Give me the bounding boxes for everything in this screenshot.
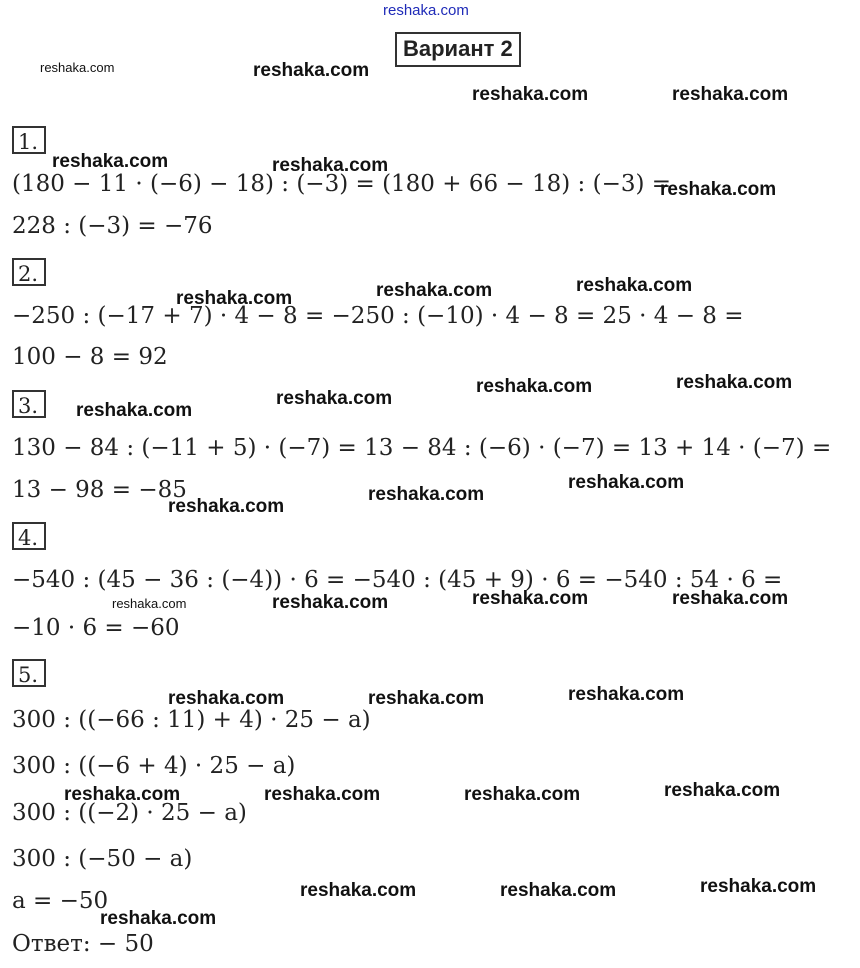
watermark: reshaka.com xyxy=(368,688,485,709)
task-3-line-1: 130 − 84 : (−11 + 5) · (−7) = 13 − 84 : (−6) · (−7) = 13 + 14 · (−7) = xyxy=(12,435,832,461)
variant-title: Вариант 2 xyxy=(395,32,521,67)
watermark: reshaka.com xyxy=(568,684,685,705)
site-link[interactable]: reshaka.com xyxy=(383,2,469,19)
task-5-line-5: a = −50 xyxy=(12,888,109,914)
task-1-line-2: 228 : (−3) = −76 xyxy=(12,213,213,239)
watermark: reshaka.com xyxy=(276,388,393,409)
task-4-line-1: −540 : (45 − 36 : (−4)) · 6 = −540 : (45 + 9) · 6 = −540 : 54 · 6 = xyxy=(12,567,783,593)
watermark: reshaka.com xyxy=(700,876,817,897)
task-number-3: 3. xyxy=(12,390,46,418)
task-5-line-1: 300 : ((−66 : 11) + 4) · 25 − a) xyxy=(12,707,371,733)
watermark: reshaka.com xyxy=(672,588,789,609)
task-2-line-1: −250 : (−17 + 7) · 4 − 8 = −250 : (−10) · 4 − 8 = 25 · 4 − 8 = xyxy=(12,303,744,329)
task-number-4: 4. xyxy=(12,522,46,550)
watermark: reshaka.com xyxy=(472,588,589,609)
watermark: reshaka.com xyxy=(376,280,493,301)
watermark: reshaka.com xyxy=(176,288,293,309)
watermark: reshaka.com xyxy=(476,376,593,397)
task-5-line-3: 300 : ((−2) · 25 − a) xyxy=(12,800,247,826)
watermark: reshaka.com xyxy=(112,596,187,611)
watermark: reshaka.com xyxy=(168,688,285,709)
task-4-line-2: −10 · 6 = −60 xyxy=(12,615,180,641)
watermark: reshaka.com xyxy=(472,84,589,105)
watermark: reshaka.com xyxy=(300,880,417,901)
task-5-line-4: 300 : (−50 − a) xyxy=(12,846,193,872)
task-number-5: 5. xyxy=(12,659,46,687)
watermark: reshaka.com xyxy=(464,784,581,805)
watermark: reshaka.com xyxy=(52,151,169,172)
watermark: reshaka.com xyxy=(368,484,485,505)
watermark: reshaka.com xyxy=(672,84,789,105)
watermark: reshaka.com xyxy=(576,275,693,296)
watermark: reshaka.com xyxy=(664,780,781,801)
task-3-line-2: 13 − 98 = −85 xyxy=(12,477,187,503)
watermark: reshaka.com xyxy=(272,592,389,613)
watermark: reshaka.com xyxy=(76,400,193,421)
task-5-answer: Ответ: − 50 xyxy=(12,931,154,957)
watermark: reshaka.com xyxy=(253,60,370,81)
watermark: reshaka.com xyxy=(500,880,617,901)
watermark: reshaka.com xyxy=(40,60,115,75)
watermark: reshaka.com xyxy=(64,784,181,805)
task-1-line-1: (180 − 11 · (−6) − 18) : (−3) = (180 + 66 − 18) : (−3) = xyxy=(12,171,672,197)
task-number-1: 1. xyxy=(12,126,46,154)
watermark: reshaka.com xyxy=(264,784,381,805)
watermark: reshaka.com xyxy=(660,179,777,200)
watermark: reshaka.com xyxy=(568,472,685,493)
task-2-line-2: 100 − 8 = 92 xyxy=(12,344,168,370)
watermark: reshaka.com xyxy=(272,155,389,176)
watermark: reshaka.com xyxy=(168,496,285,517)
task-number-2: 2. xyxy=(12,258,46,286)
watermark: reshaka.com xyxy=(100,908,217,929)
task-5-line-2: 300 : ((−6 + 4) · 25 − a) xyxy=(12,753,296,779)
watermark: reshaka.com xyxy=(676,372,793,393)
